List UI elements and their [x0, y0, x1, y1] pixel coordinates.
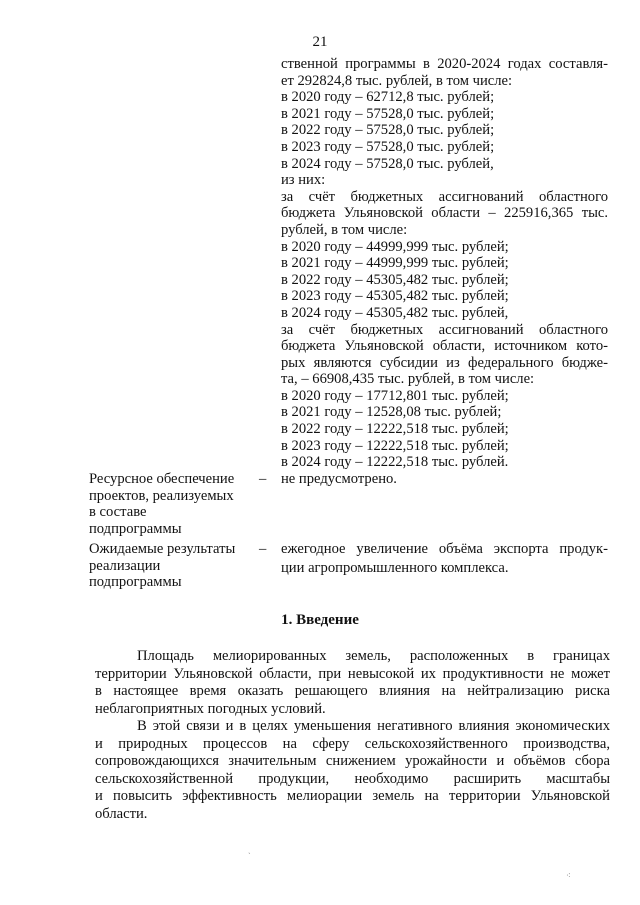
- funding-line: в 2023 году – 12222,518 тыс. рублей;: [281, 437, 509, 454]
- funding-line: в 2021 году – 44999,999 тыс. рублей;: [281, 255, 509, 272]
- resource-provision-value: не предусмотрено.: [281, 471, 397, 487]
- intro-paragraph-1: Площадь мелиорированных земель, расположенных в границах территории Ульяновской области, при невысокой их продуктивности не может в настоящее время оказать решающего влияния на нейтрализацию риска неблагоприятных погодных условий.: [95, 648, 610, 717]
- funding-line: рублей, в том числе:: [281, 221, 408, 238]
- funding-line: в 2022 году – 12222,518 тыс. рублей;: [281, 421, 509, 438]
- funding-text-block: [281, 56, 608, 471]
- funding-line: в 2023 году – 45305,482 тыс. рублей;: [281, 288, 509, 305]
- funding-line: из них:: [281, 172, 326, 189]
- funding-line: в 2024 году – 45305,482 тыс. рублей,: [281, 304, 509, 321]
- funding-line: в 2020 году – 62712,8 тыс. рублей;: [281, 89, 495, 106]
- funding-line: в 2021 году – 57528,0 тыс. рублей;: [281, 105, 495, 122]
- funding-line: в 2021 году – 12528,08 тыс. рублей;: [281, 404, 502, 421]
- expected-results-value: ежегодное увеличение объёма экспорта продук- ции агропромышленного комплекса.: [281, 541, 608, 576]
- funding-line: в 2022 году – 57528,0 тыс. рублей;: [281, 122, 495, 139]
- funding-line: бюджета Ульяновской области, источником кото-: [281, 338, 608, 355]
- funding-line: ет 292824,8 тыс. рублей, в том числе:: [281, 72, 513, 89]
- funding-line: в 2024 году – 57528,0 тыс. рублей,: [281, 155, 494, 172]
- funding-line: в 2022 году – 45305,482 тыс. рублей;: [281, 271, 509, 288]
- expected-results-label: Ожидаемые результаты реализации подпрограммы: [89, 541, 236, 591]
- funding-line: за счёт бюджетных ассигнований областного: [281, 321, 608, 338]
- scan-speck: ˏ: [248, 845, 251, 854]
- page-number: 21: [312, 34, 328, 50]
- section-title: 1. Введение: [281, 612, 359, 628]
- funding-line: рых являются субсидии из федерального бюдже-: [281, 354, 608, 371]
- funding-line: бюджета Ульяновской области – 225916,365 тыс.: [281, 205, 608, 222]
- funding-line: в 2020 году – 17712,801 тыс. рублей;: [281, 387, 509, 404]
- resource-provision-label: Ресурсное обеспечение проектов, реализуемых в составе подпрограммы: [89, 471, 235, 537]
- funding-line: ственной программы в 2020-2024 годах составля-: [281, 56, 608, 72]
- row-dash: –: [259, 541, 267, 557]
- funding-line: в 2023 году – 57528,0 тыс. рублей;: [281, 138, 495, 155]
- funding-line: та, – 66908,435 тыс. рублей, в том числе:: [281, 371, 535, 388]
- funding-line: в 2024 году – 12222,518 тыс. рублей.: [281, 454, 509, 471]
- row-dash: –: [259, 471, 267, 487]
- funding-line: в 2020 году – 44999,999 тыс. рублей;: [281, 238, 509, 255]
- intro-paragraph-2: В этой связи и в целях уменьшения негативного влияния экономических и природных процессов на сферу сельскохозяйственного производства, сопровождающихся значительным снижением урожайности и объёмов сбора сельскохозяйственной продукции, необходимо расширить масштабы и повысить эффективность мелиорации земель на территории Ульяновской области.: [95, 718, 610, 822]
- scan-speck: ⁖: [566, 871, 571, 880]
- funding-line: за счёт бюджетных ассигнований областного: [281, 188, 608, 205]
